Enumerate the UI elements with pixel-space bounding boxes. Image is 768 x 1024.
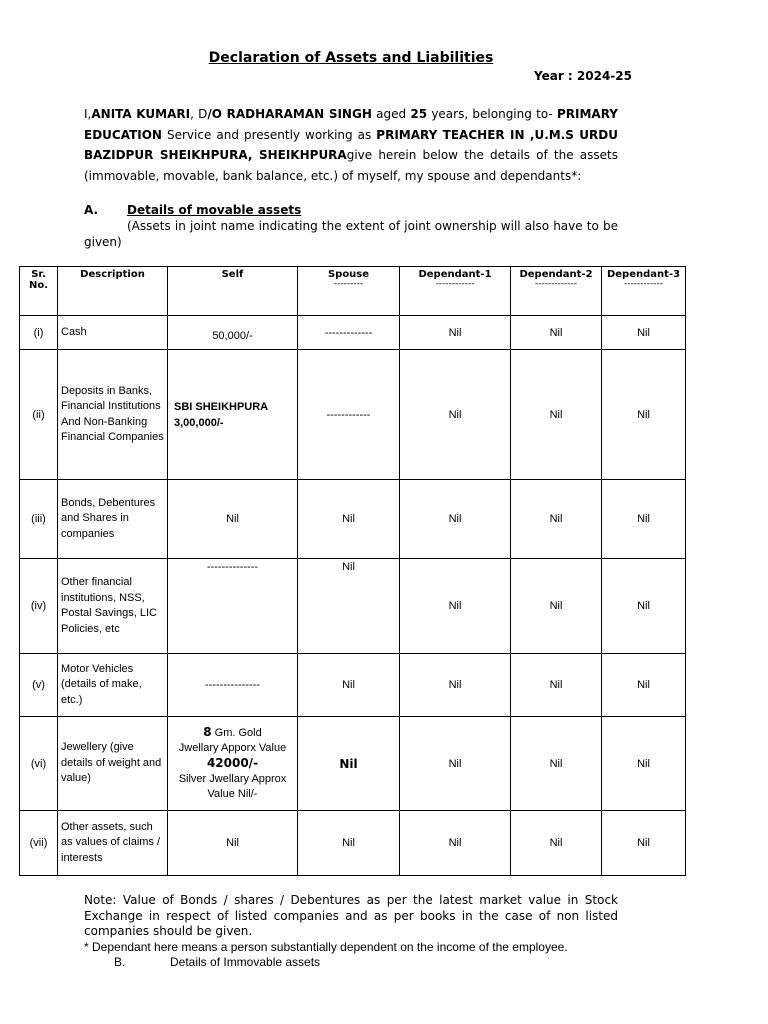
row-self (168, 717, 298, 811)
row-description: Cash (58, 316, 168, 350)
declarant-age: 25 (410, 107, 428, 121)
row-sr: (ii) (20, 350, 58, 480)
row-self: --------------- (168, 654, 298, 717)
section-a (84, 203, 618, 250)
row-dependant-1: Nil (400, 316, 511, 350)
row-dependant-2: Nil (511, 654, 602, 717)
row-self-silver: Silver Jwellary Approx Value Nil/- (178, 773, 287, 800)
row-dependant-3: Nil (602, 316, 686, 350)
row-self-gold-weight: 8 (203, 725, 212, 739)
header-dependant-3-label: Dependant-3 (606, 269, 681, 280)
section-a-heading (84, 203, 618, 217)
row-description: Other assets, such as values of claims / interests (58, 811, 168, 876)
header-dependant-1-dash: ------------ (435, 279, 475, 289)
row-description: Motor Vehicles (details of make, etc.) (58, 654, 168, 717)
intro-text-3: aged (371, 107, 411, 121)
header-dependant-3 (602, 267, 686, 316)
header-self: Self (168, 267, 298, 316)
section-b-title: Details of Immovable assets (170, 955, 321, 969)
row-dependant-1: Nil (400, 717, 511, 811)
table-row (20, 654, 686, 717)
row-self-gold-amount: 42000/- (206, 756, 259, 770)
section-b-letter: B. (114, 955, 126, 969)
header-spouse (298, 267, 400, 316)
header-dependant-1-label: Dependant-1 (418, 269, 492, 280)
row-dependant-2: Nil (511, 559, 602, 654)
table-row (20, 559, 686, 654)
row-dependant-1: Nil (400, 559, 511, 654)
header-dependant-2-dash: ------------- (534, 279, 578, 289)
row-sr: (vii) (20, 811, 58, 876)
intro-text-2: , D (190, 107, 208, 121)
row-spouse: ------------ (298, 350, 400, 480)
row-dependant-2: Nil (511, 811, 602, 876)
row-dependant-3: Nil (602, 811, 686, 876)
row-self: Nil (168, 811, 298, 876)
header-description: Description (58, 267, 168, 316)
intro-text-6: give herein below the details of the assets (immovable, movable, bank balance, etc.) of myself, my spouse and dependants*: (84, 148, 618, 183)
row-dependant-1: Nil (400, 654, 511, 717)
movable-assets-table (19, 266, 686, 876)
row-dependant-2: Nil (511, 350, 602, 480)
header-dependant-3-dash: ------------ (624, 279, 663, 289)
row-dependant-2: Nil (511, 480, 602, 559)
row-dependant-2: Nil (511, 717, 602, 811)
row-dependant-1: Nil (400, 480, 511, 559)
row-dependant-3: Nil (602, 350, 686, 480)
row-dependant-3: Nil (602, 480, 686, 559)
section-a-title: Details of movable assets (127, 203, 302, 217)
row-spouse: Nil (298, 717, 400, 811)
declaration-year: Year : 2024-25 (534, 69, 632, 83)
note-valuation: Note: Value of Bonds / shares / Debentures as per the latest market value in Stock Exchange in respect of listed companies and as per books in the case of non listed companies should be given. (84, 893, 618, 938)
intro-text-4: years, belonging to- (427, 107, 557, 121)
intro-text-1: I, (84, 107, 92, 121)
row-self-gold (171, 725, 294, 741)
row-self: 50,000/- (168, 316, 298, 350)
declarant-post: PRIMARY TEACHER IN ,U.M.S URDU BAZIDPUR SHEIKHPURA, SHEIKHPURA (84, 127, 618, 162)
row-spouse: ------------- (298, 316, 400, 350)
row-description: Bonds, Debentures and Shares in companies (58, 480, 168, 559)
row-self (168, 350, 298, 480)
header-spouse-dash: --------- (333, 279, 364, 289)
row-self-gold-value (171, 756, 294, 772)
row-dependant-1: Nil (400, 811, 511, 876)
header-sr-no: Sr. No. (20, 267, 58, 316)
row-self: Nil (168, 480, 298, 559)
table-row (20, 717, 686, 811)
table-row (20, 316, 686, 350)
declarant-relation: /O RADHARAMAN SINGH (207, 107, 372, 121)
row-sr: (v) (20, 654, 58, 717)
row-self-bank: SBI SHEIKHPURA (174, 400, 269, 413)
row-dependant-2: Nil (511, 316, 602, 350)
row-self-gold-label: Gm. Gold (211, 727, 262, 739)
document-title: Declaration of Assets and Liabilities (208, 50, 494, 66)
header-dependant-1 (400, 267, 511, 316)
row-description: Jewellery (give details of weight and value) (58, 717, 168, 811)
row-self-gold-value-label: Jwellary Apporx Value (178, 742, 287, 754)
row-dependant-1: Nil (400, 350, 511, 480)
row-dependant-3: Nil (602, 717, 686, 811)
row-spouse: Nil (298, 811, 400, 876)
row-sr: (i) (20, 316, 58, 350)
row-self-amount: 3,00,000/- (174, 416, 224, 429)
row-sr: (iv) (20, 559, 58, 654)
intro-paragraph (84, 104, 618, 186)
row-sr: (iii) (20, 480, 58, 559)
declarant-service: PRIMARY EDUCATION (84, 107, 618, 142)
row-dependant-3: Nil (602, 559, 686, 654)
table-row (20, 811, 686, 876)
header-dependant-2-label: Dependant-2 (519, 269, 593, 280)
section-b-heading (84, 955, 618, 971)
section-a-letter: A. (84, 203, 99, 217)
notes-section (84, 893, 618, 971)
declarant-name: ANITA KUMARI (91, 107, 191, 121)
section-a-subtext: (Assets in joint name indicating the extent of joint ownership will also have to be given) (84, 219, 618, 249)
row-self: -------------- (168, 559, 298, 654)
row-dependant-3: Nil (602, 654, 686, 717)
row-spouse: Nil (298, 480, 400, 559)
note-dependant: * Dependant here means a person substantially dependent on the income of the employee. (84, 939, 568, 954)
table-row (20, 480, 686, 559)
row-description: Deposits in Banks, Financial Institutions And Non-Banking Financial Companies (58, 350, 168, 480)
row-sr: (vi) (20, 717, 58, 811)
row-spouse: Nil (298, 559, 400, 654)
row-description: Other financial institutions, NSS, Postal Savings, LIC Policies, etc (58, 559, 168, 654)
intro-text-5: Service and presently working as (161, 127, 377, 142)
row-spouse: Nil (298, 654, 400, 717)
table-row (20, 350, 686, 480)
table-header-row (20, 267, 686, 316)
header-dependant-2 (511, 267, 602, 316)
header-spouse-label: Spouse (327, 269, 370, 280)
